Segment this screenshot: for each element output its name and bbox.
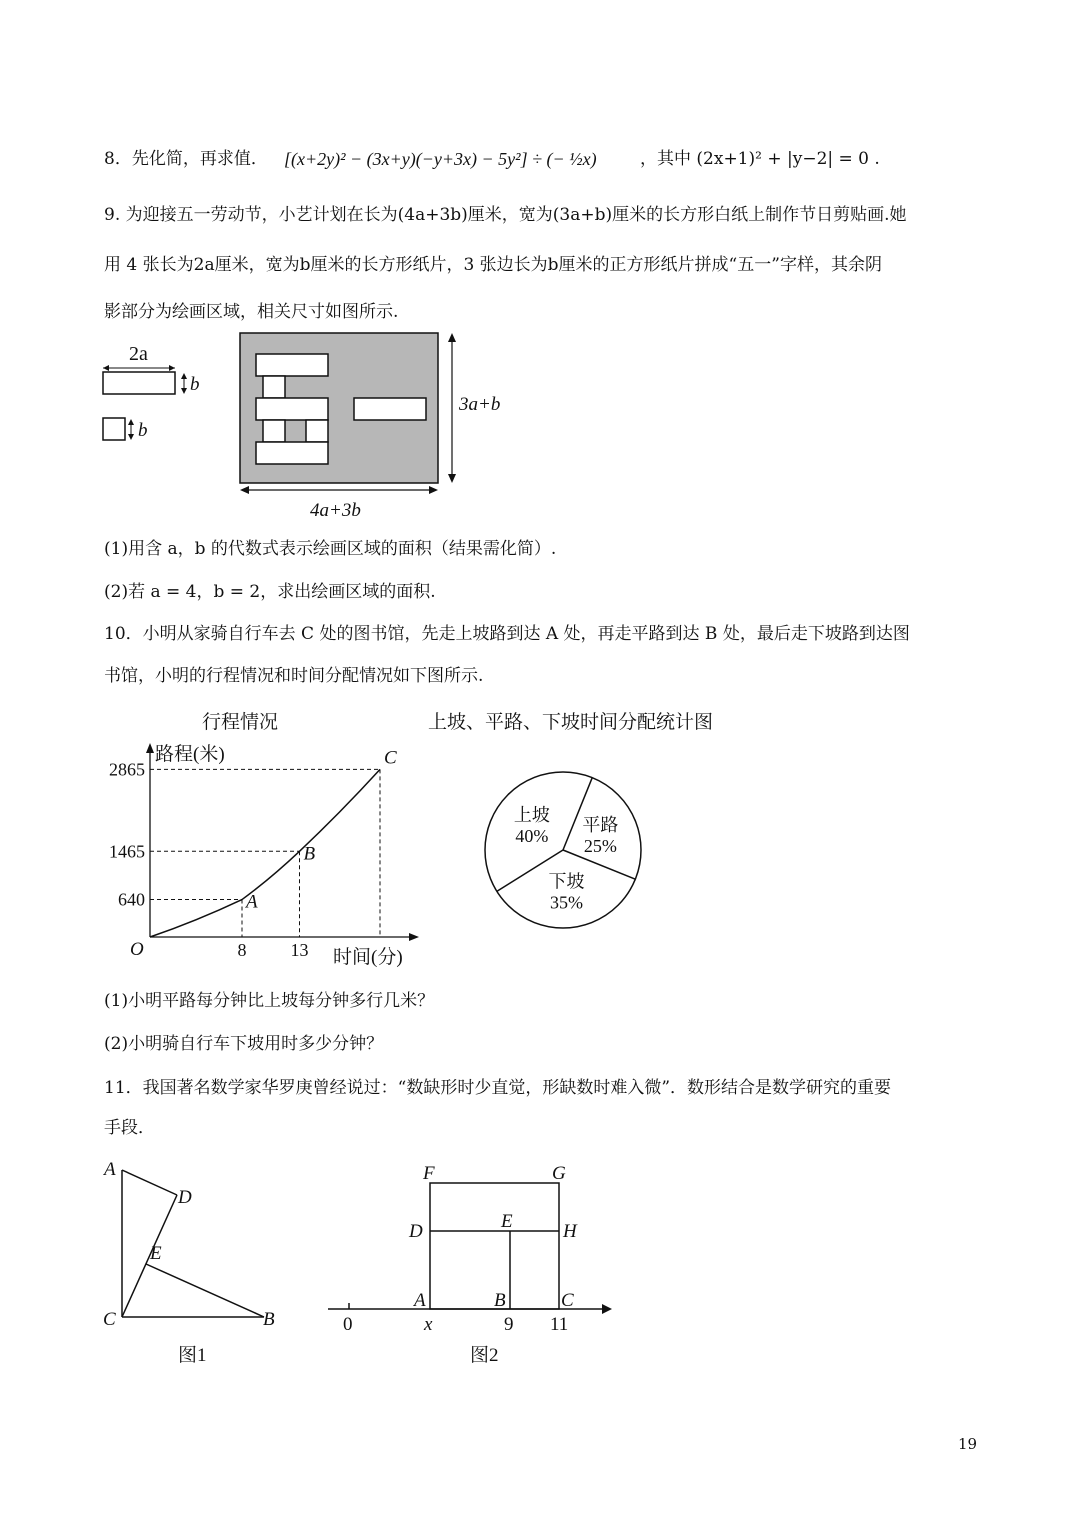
pie-slice-name: 上坡 bbox=[513, 804, 550, 825]
q9-line1: 9. 为迎接五一劳动节，小艺计划在长为(4a+3b)厘米，宽为(3a+b)厘米的长方形白纸上制作节日剪贴画.她 bbox=[104, 205, 907, 225]
fig2-label-F: F bbox=[423, 1163, 435, 1184]
q8-condition: ，其中 (2x+1)² + |y−2| = 0 . bbox=[640, 149, 880, 169]
fig1-label-D: D bbox=[178, 1187, 192, 1208]
pie-slice-percent: 25% bbox=[583, 836, 617, 857]
page-number: 19 bbox=[958, 1435, 978, 1453]
origin-label: O bbox=[130, 939, 144, 960]
q10-line2: 书馆，小明的行程情况和时间分配情况如下图所示. bbox=[104, 666, 484, 686]
fig2-label-H: H bbox=[563, 1221, 577, 1242]
fig2-label-A: A bbox=[414, 1290, 426, 1311]
q9-pieces-figure bbox=[95, 338, 215, 448]
q9-part2: (2)若 a = 4，b = 2，求出绘画区域的面积. bbox=[104, 582, 436, 602]
fig2-label-B: B bbox=[494, 1290, 506, 1311]
x-tick-13: 13 bbox=[290, 940, 309, 960]
y-axis-arrow bbox=[146, 743, 154, 753]
point-label-A: A bbox=[246, 891, 258, 913]
label-2a: 2a bbox=[129, 343, 148, 365]
x-tick-8: 8 bbox=[237, 940, 247, 960]
q11-figure-2 bbox=[320, 1155, 630, 1375]
q9-line2: 用 4 张长为2a厘米，宽为b厘米的长方形纸片，3 张边长为b厘米的正方形纸片拼成“五一”字样，其余阴 bbox=[104, 255, 882, 275]
label-height: 3a+b bbox=[459, 394, 501, 415]
q10-part1: (1)小明平路每分钟比上坡每分钟多行几米？ bbox=[104, 991, 435, 1011]
pie-slice-percent: 35% bbox=[550, 892, 584, 913]
fig1-label-C: C bbox=[103, 1309, 116, 1330]
y-axis-label: 路程(米) bbox=[155, 744, 225, 765]
q10-part2: (2)小明骑自行车下坡用时多少分钟？ bbox=[104, 1034, 384, 1054]
fig2-label-D: D bbox=[409, 1221, 423, 1242]
q9-poster-figure bbox=[230, 328, 520, 528]
fig2-tick-11: 11 bbox=[550, 1314, 569, 1335]
rect-piece bbox=[103, 372, 175, 394]
fig2-caption: 图2 bbox=[470, 1345, 499, 1366]
fig2-label-E: E bbox=[501, 1211, 513, 1232]
y-tick-640: 640 bbox=[118, 889, 145, 910]
q11-line1: 11．我国著名数学家华罗庚曾经说过：“数缺形时少直觉，形缺数时难入微”．数形结合是数学研究的重要 bbox=[104, 1078, 892, 1098]
distance-curve bbox=[150, 769, 380, 937]
label-b-rect: b bbox=[190, 374, 200, 395]
label-b-square: b bbox=[138, 420, 148, 441]
q9-line3: 影部分为绘画区域，相关尺寸如图所示. bbox=[104, 302, 399, 322]
y-tick-1465: 1465 bbox=[109, 841, 145, 862]
fig2-tick-9: 9 bbox=[504, 1314, 514, 1335]
pie-chart-title: 上坡、平路、下坡时间分配统计图 bbox=[428, 711, 714, 733]
square-piece bbox=[103, 418, 125, 440]
point-label-C: C bbox=[384, 747, 397, 769]
pie-slice-name: 下坡 bbox=[548, 871, 585, 892]
fig2-label-C: C bbox=[561, 1290, 574, 1311]
distance-line-chart bbox=[95, 735, 435, 975]
q8-expression: [(x+2y)² − (3x+y)(−y+3x) − 5y²] ÷ (− ½x) bbox=[284, 149, 597, 169]
x-axis-label: 时间(分) bbox=[333, 947, 403, 968]
point-label-B: B bbox=[303, 843, 316, 865]
q11-figure-1 bbox=[100, 1155, 290, 1375]
fig1-label-B: B bbox=[263, 1309, 275, 1330]
time-pie-chart bbox=[480, 765, 650, 935]
pie-slice-name: 平路 bbox=[582, 815, 619, 836]
q9-part1: (1)用含 a，b 的代数式表示绘画区域的面积（结果需化简）. bbox=[104, 539, 557, 559]
label-width: 4a+3b bbox=[310, 500, 361, 521]
fig2-label-G: G bbox=[552, 1163, 566, 1184]
pie-slice-percent: 40% bbox=[515, 825, 549, 846]
fig1-label-A: A bbox=[104, 1159, 116, 1180]
q11-line2: 手段． bbox=[104, 1118, 155, 1138]
q10-line1: 10．小明从家骑自行车去 C 处的图书馆，先走上坡路到达 A 处，再走平路到达 B 处，最后走下坡路到达图 bbox=[104, 624, 910, 644]
y-tick-2865: 2865 bbox=[109, 759, 145, 780]
fig2-tick-0: 0 bbox=[343, 1314, 353, 1335]
fig1-label-E: E bbox=[150, 1243, 162, 1264]
fig2-tick-x: x bbox=[424, 1314, 433, 1335]
line-chart-title: 行程情况 bbox=[202, 711, 279, 733]
x-axis-arrow bbox=[409, 933, 419, 941]
fig1-caption: 图1 bbox=[178, 1345, 207, 1366]
q8-lead: 8．先化简，再求值． bbox=[104, 149, 268, 169]
